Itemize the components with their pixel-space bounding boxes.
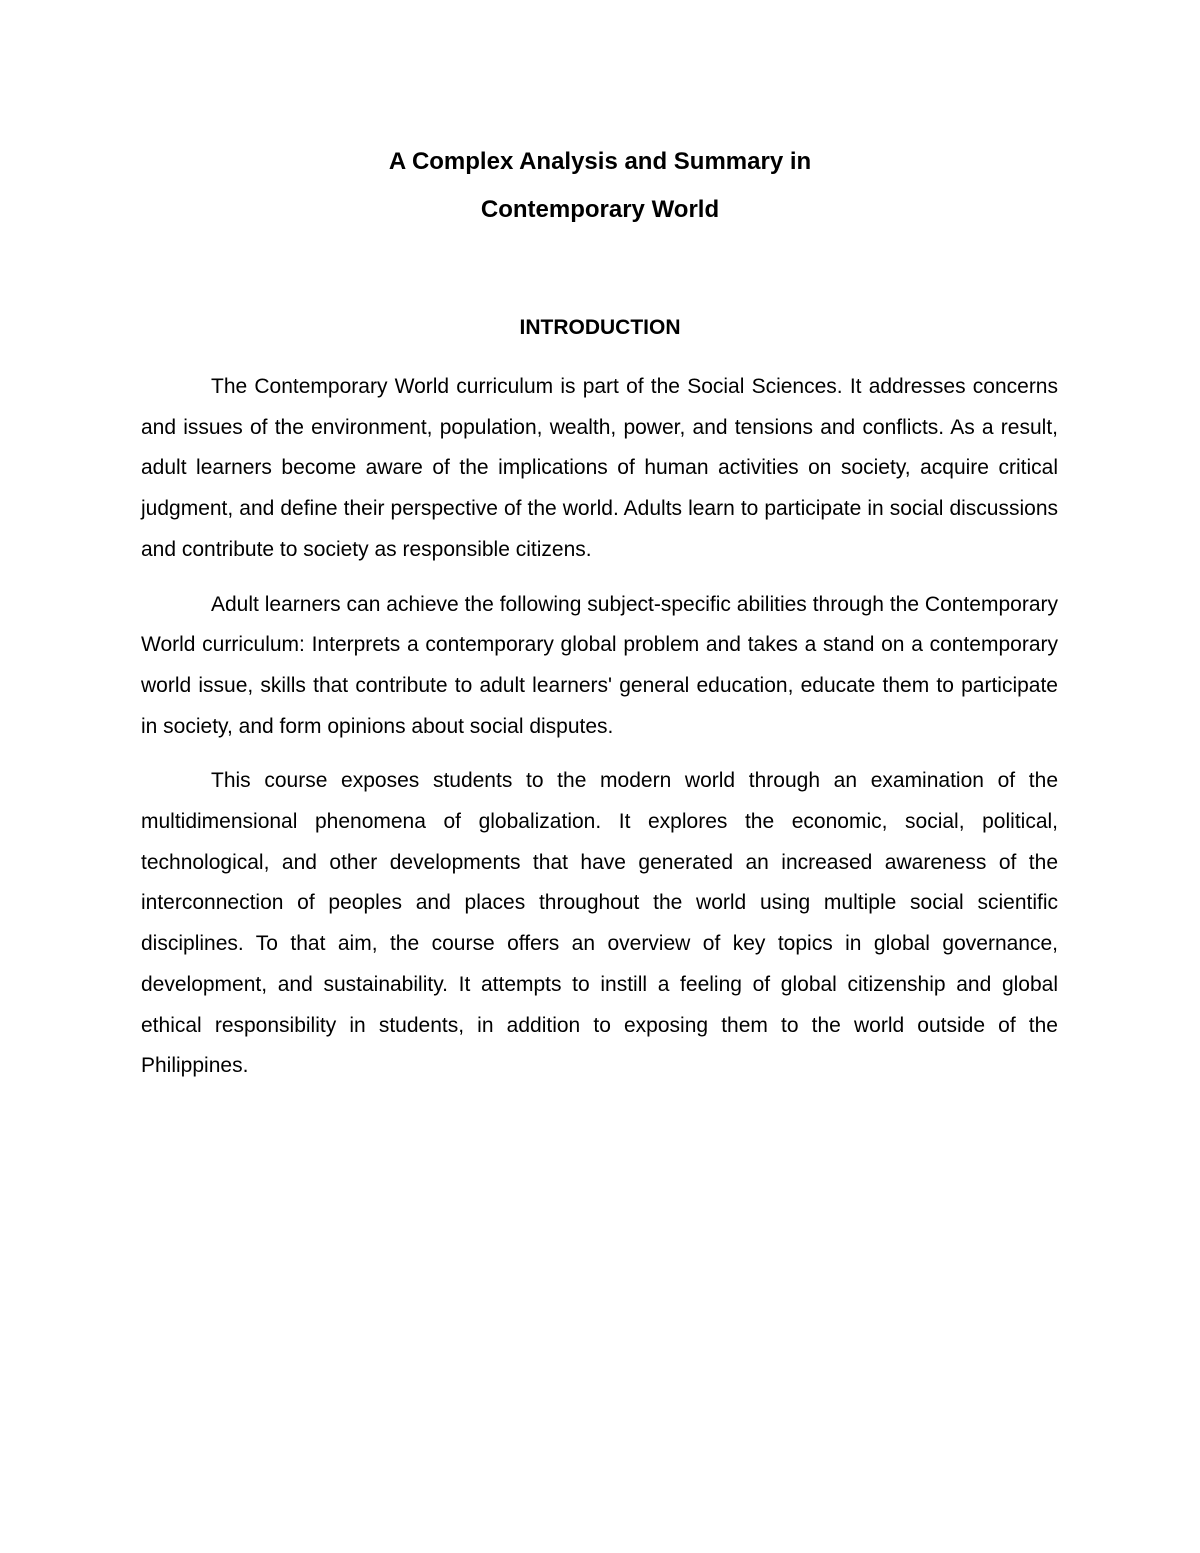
document-title (0, 138, 1200, 234)
paragraph-3: This course exposes students to the modern world through an examination of the multidimensional phenomena of globalization. It explores the economic, social, political, technological, and other developments that have generated an increased awareness of the interconnection of peoples and places throughout the world using multiple social scientific disciplines. To that aim, the course offers an overview of key topics in global governance, development, and sustainability. It attempts to instill a feeling of global citizenship and global ethical responsibility in students, in addition to exposing them to the world outside of the Philippines. (141, 769, 1058, 1078)
title-line-2: Contemporary World (480, 196, 720, 223)
title-line-1: A Complex Analysis and Summary in (388, 148, 812, 175)
paragraph-1: The Contemporary World curriculum is part of the Social Sciences. It addresses concerns and issues of the environment, population, wealth, power, and tensions and conflicts. As a result, adult learners become aware of the implications of human activities on society, acquire critical judgment, and define their perspective of the world. Adults learn to participate in social discussions and contribute to society as responsible citizens. (141, 375, 1058, 561)
section-heading-introduction: INTRODUCTION (519, 316, 681, 339)
document-body (141, 367, 1058, 1101)
paragraph-2: Adult learners can achieve the following subject-specific abilities through the Contemporary World curriculum: Interprets a contemporary global problem and takes a stand on a contemporary world issue, skills that contribute to adult learners' general education, educate them to participate in society, and form opinions about social disputes. (141, 592, 1058, 738)
